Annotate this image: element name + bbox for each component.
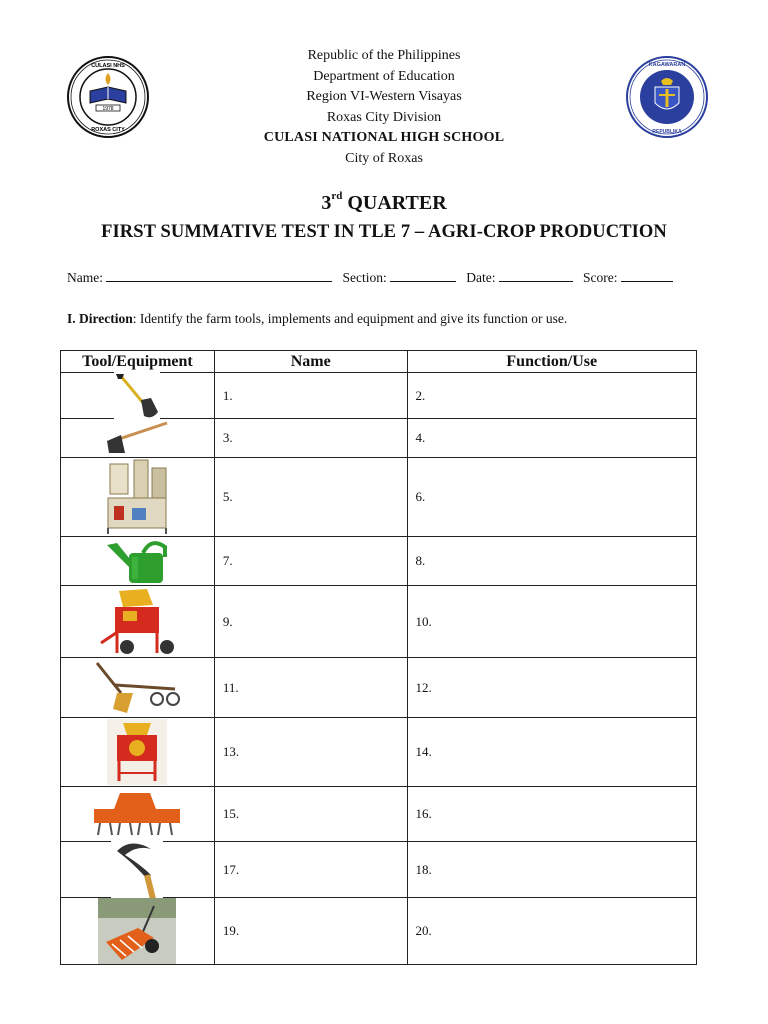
table-row xyxy=(61,458,697,537)
quarter-number: 3 xyxy=(321,192,332,214)
answer-name-cell[interactable]: 15. xyxy=(214,787,407,842)
answer-name-cell[interactable]: 13. xyxy=(214,718,407,787)
tool-picture-cell xyxy=(61,537,215,586)
tool-picture-cell xyxy=(61,373,215,419)
header-line-department: Department of Education xyxy=(313,68,455,84)
direction-label: I. Direction xyxy=(67,311,133,326)
tool-picture-cell xyxy=(61,586,215,658)
table-row xyxy=(61,842,697,898)
hoe-icon xyxy=(105,419,169,457)
plow-icon xyxy=(93,659,181,717)
test-title: FIRST SUMMATIVE TEST IN TLE 7 – AGRI-CROP PRODUCTION xyxy=(101,222,667,242)
answer-name-cell[interactable]: 7. xyxy=(214,537,407,586)
student-info-line xyxy=(67,269,707,286)
answer-function-cell[interactable]: 10. xyxy=(407,586,697,658)
date-blank[interactable] xyxy=(499,269,573,282)
header-line-region: Region VI-Western Visayas xyxy=(306,89,462,104)
svg-text:CULASI NHS: CULASI NHS xyxy=(91,63,125,69)
tool-picture-cell xyxy=(61,718,215,787)
header-tool-equipment: Tool/Equipment xyxy=(61,351,215,373)
answer-name-cell[interactable]: 11. xyxy=(214,658,407,718)
quarter-word: QUARTER xyxy=(342,192,447,214)
answer-name-cell[interactable]: 3. xyxy=(214,419,407,458)
table-row xyxy=(61,419,697,458)
answer-function-cell[interactable]: 14. xyxy=(407,718,697,787)
section-label: Section: xyxy=(342,270,387,285)
thresher-icon xyxy=(97,587,177,657)
header-function-use: Function/Use xyxy=(407,351,697,373)
tool-picture-cell xyxy=(61,842,215,898)
sickle-icon xyxy=(111,839,163,901)
rotavator-icon xyxy=(90,789,184,839)
tools-table xyxy=(60,350,697,965)
table-header-row xyxy=(61,351,697,373)
name-blank[interactable] xyxy=(106,269,332,282)
score-blank[interactable] xyxy=(621,269,673,282)
answer-function-cell[interactable]: 16. xyxy=(407,787,697,842)
header-line-division: Roxas City Division xyxy=(326,109,442,125)
answer-function-cell[interactable]: 4. xyxy=(407,419,697,458)
table-row xyxy=(61,537,697,586)
direction-text xyxy=(67,311,567,327)
answer-function-cell[interactable]: 2. xyxy=(407,373,697,419)
answer-function-cell[interactable]: 8. xyxy=(407,537,697,586)
svg-text:1978: 1978 xyxy=(102,106,114,112)
table-row xyxy=(61,718,697,787)
tool-picture-cell xyxy=(61,898,215,965)
corn-sheller-icon xyxy=(107,719,167,785)
tool-picture-cell xyxy=(61,658,215,718)
header-city: City of Roxas xyxy=(345,150,423,166)
tool-picture-cell xyxy=(61,787,215,842)
answer-function-cell[interactable]: 18. xyxy=(407,842,697,898)
table-row xyxy=(61,586,697,658)
tool-picture-cell xyxy=(61,458,215,537)
watering-can-icon xyxy=(105,537,169,585)
answer-name-cell[interactable]: 1. xyxy=(214,373,407,419)
quarter-title xyxy=(0,192,768,215)
date-label: Date: xyxy=(466,270,496,285)
answer-function-cell[interactable]: 12. xyxy=(407,658,697,718)
header-line-republic: Republic of the Philippines xyxy=(307,48,461,63)
answer-name-cell[interactable]: 5. xyxy=(214,458,407,537)
table-row xyxy=(61,898,697,965)
score-label: Score: xyxy=(583,270,618,285)
answer-function-cell[interactable]: 6. xyxy=(407,458,697,537)
header-name: Name xyxy=(214,351,407,373)
answer-function-cell[interactable]: 20. xyxy=(407,898,697,965)
quarter-superscript: rd xyxy=(331,190,343,203)
section-blank[interactable] xyxy=(390,269,456,282)
answer-name-cell[interactable]: 19. xyxy=(214,898,407,965)
name-label: Name: xyxy=(67,270,103,285)
header-school-name: CULASI NATIONAL HIGH SCHOOL xyxy=(263,130,505,145)
svg-text:ROXAS CITY: ROXAS CITY xyxy=(91,127,125,133)
direction-body: : Identify the farm tools, implements and equipment and give its function or use. xyxy=(132,311,568,326)
reaper-icon xyxy=(98,898,176,964)
table-row xyxy=(61,373,697,419)
rice-mill-icon xyxy=(104,458,170,536)
svg-text:REPUBLIKA: REPUBLIKA xyxy=(652,129,682,135)
answer-name-cell[interactable]: 17. xyxy=(214,842,407,898)
answer-name-cell[interactable]: 9. xyxy=(214,586,407,658)
shovel-icon xyxy=(114,372,160,420)
table-row xyxy=(61,658,697,718)
tool-picture-cell xyxy=(61,419,215,458)
table-row xyxy=(61,787,697,842)
document-header xyxy=(0,46,768,169)
svg-text:KAGAWARAN: KAGAWARAN xyxy=(648,62,686,68)
